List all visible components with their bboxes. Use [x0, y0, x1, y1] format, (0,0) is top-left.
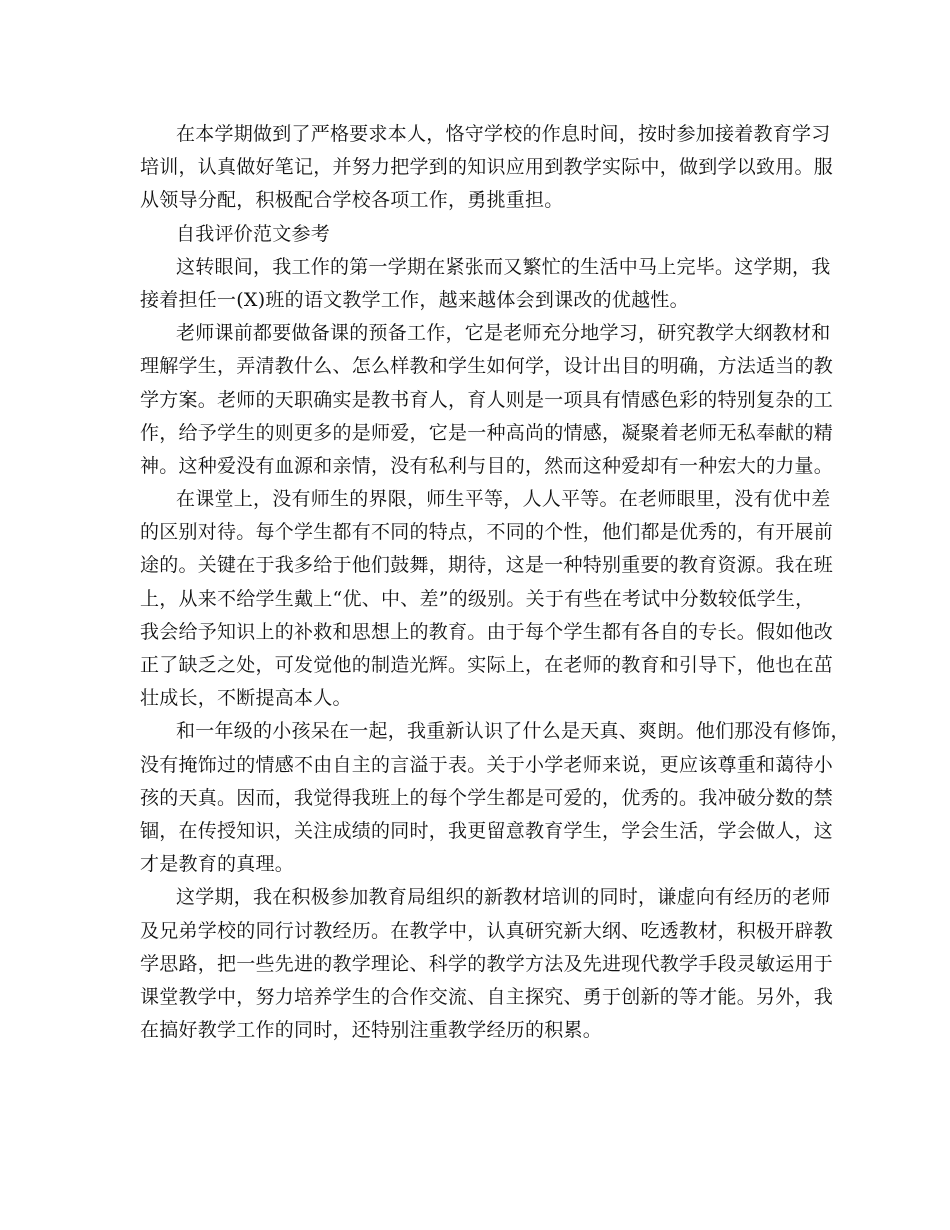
- text-line: 课堂教学中，努力培养学生的合作交流、自主探究、勇于创新的等才能。另外，我: [140, 985, 834, 1008]
- paragraph-4: [140, 483, 834, 715]
- text-line: 及兄弟学校的同行讨教经历。在教学中，认真研究新大纲、吃透教材，积极开辟教: [140, 919, 834, 942]
- text-line: 在本学期做到了严格要求本人，恪守学校的作息时间，按时参加接着教育学习: [176, 123, 831, 145]
- paragraph-5: [140, 715, 850, 881]
- text-line: 理解学生，弄清教什么、怎么样教和学生如何学，设计出目的明确，方法适当的教: [140, 355, 834, 378]
- text-line: 学思路，把一些先进的教学理论、科学的教学方法及先进现代教学手段灵敏运用于: [140, 952, 834, 975]
- text-line: 老师课前都要做备课的预备工作，它是老师充分地学习，研究教学大纲教材和: [176, 322, 831, 345]
- text-line: 正了缺乏之处，可发觉他的制造光辉。实际上，在老师的教育和引导下，他也在茁: [140, 654, 834, 676]
- text-line: 学方案。老师的天职确实是教书育人，育人则是一项具有情感色彩的特别复杂的工: [140, 388, 834, 411]
- text-line: 上，从来不给学生戴上“优、中、差”的级别。关于有些在考试中分数较低学生，: [140, 587, 815, 610]
- section-heading: [140, 218, 820, 251]
- document-body: [140, 118, 850, 1047]
- text-line: 作，给予学生的则更多的是师爱，它是一种高尚的情感，凝聚着老师无私奉献的精: [140, 421, 834, 444]
- text-line: 在搞好教学工作的同时，还特别注重教学经历的积累。: [140, 1019, 603, 1042]
- text-line: 途的。关键在于我多给于他们鼓舞，期待，这是一种特别重要的教育资源。我在班: [140, 554, 834, 577]
- text-line: 锢，在传授知识，关注成绩的同时，我更留意教育学生，学会生活，学会做人，这: [140, 819, 834, 842]
- text-line: 培训，认真做好笔记，并努力把学到的知识应用到教学实际中，做到学以致用。服: [140, 156, 834, 179]
- text-line: 在课堂上，没有师生的界限，师生平等，人人平等。在老师眼里，没有优中差: [176, 488, 831, 511]
- text-line: 接着担任一(X)班的语文教学工作，越来越体会到课改的优越性。: [140, 288, 689, 311]
- text-line: 孩的天真。因而，我觉得我班上的每个学生都是可爱的，优秀的。我冲破分数的禁: [140, 786, 834, 809]
- paragraph-2: [140, 251, 831, 317]
- heading-line: 自我评价范文参考: [176, 222, 331, 245]
- text-line: 壮成长，不断提高本人。: [140, 687, 352, 710]
- paragraph-1: [140, 118, 834, 218]
- paragraph-6: [140, 881, 834, 1047]
- text-line: 神。这种爱没有血源和亲情，没有私利与目的，然而这种爱却有一种宏大的力量。: [140, 454, 834, 477]
- text-line: 没有掩饰过的情感不由自主的言溢于表。关于小学老师来说，更应该尊重和蔼待小: [140, 753, 834, 776]
- text-line: 这学期，我在积极参加教育局组织的新教材培训的同时，谦虚向有经历的老师: [176, 886, 831, 909]
- text-line: 从领导分配，积极配合学校各项工作，勇挑重担。: [140, 189, 564, 212]
- paragraph-3: [140, 317, 834, 483]
- text-line: 才是教育的真理。: [140, 853, 295, 876]
- text-line: 我会给予知识上的补救和思想上的教育。由于每个学生都有各自的专长。假如他改: [140, 620, 834, 643]
- text-line: 和一年级的小孩呆在一起，我重新认识了什么是天真、爽朗。他们那没有修饰，: [176, 720, 850, 743]
- text-line: 这转眼间，我工作的第一学期在紧张而又繁忙的生活中马上完毕。这学期，我: [176, 255, 831, 278]
- text-line: 的区别对待。每个学生都有不同的特点，不同的个性，他们都是优秀的，有开展前: [140, 521, 834, 544]
